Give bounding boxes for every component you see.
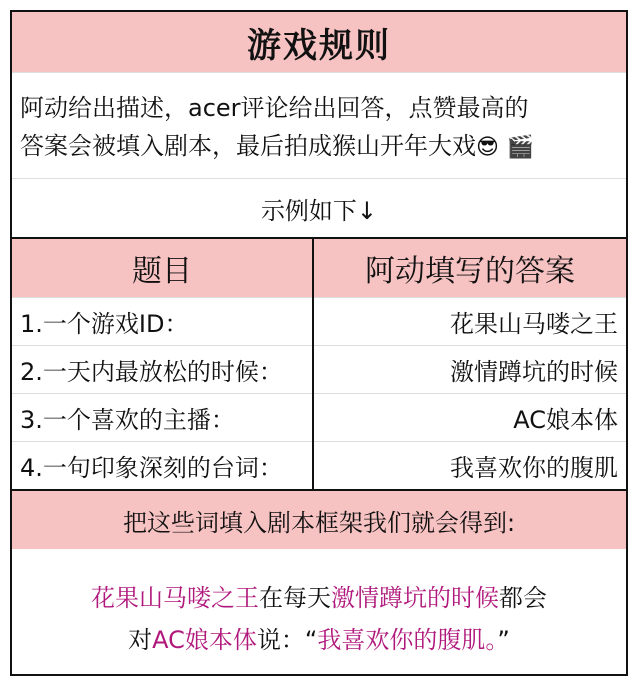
table-row: [12, 346, 626, 394]
question-cell: 1.一个游戏ID：: [12, 298, 313, 346]
rules-description: [12, 73, 626, 179]
question-cell: 4.一句印象深刻的台词：: [12, 442, 313, 491]
sunglasses-icon: 😎: [476, 135, 499, 160]
result-connector: 都会: [499, 584, 547, 612]
answer-cell: 花果山马喽之王: [313, 298, 626, 346]
clapperboard-icon: 🎬: [506, 135, 534, 160]
example-label: 示例如下↓: [12, 179, 626, 239]
description-line-2-text: 答案会被填入剧本，最后拍成猴山开年大戏: [20, 132, 476, 160]
result-connector: 在每天: [259, 584, 331, 612]
answer-cell: AC娘本体: [313, 394, 626, 442]
description-line-2: [20, 127, 618, 167]
result-header: 把这些词填入剧本框架我们就会得到:: [12, 491, 626, 549]
answer-cell: 激情蹲坑的时候: [313, 346, 626, 394]
result-connector: 说：“: [256, 626, 318, 654]
result-quote: 我喜欢你的腹肌。: [317, 626, 498, 654]
question-cell: 2.一天内最放松的时候：: [12, 346, 313, 394]
header-question: 题目: [12, 239, 313, 298]
question-cell: 3.一个喜欢的主播：: [12, 394, 313, 442]
page-title: 游戏规则: [12, 12, 626, 73]
description-line-1: 阿动给出描述，acer评论给出回答，点赞最高的: [20, 94, 529, 122]
result-connector: 对: [128, 626, 153, 654]
result-text: [12, 549, 626, 661]
result-streamer: AC娘本体: [152, 626, 257, 654]
result-line-2: [12, 619, 626, 661]
result-game-id: 花果山马喽之王: [91, 584, 259, 612]
result-relax-time: 激情蹲坑的时候: [331, 584, 499, 612]
table-row: [12, 442, 626, 491]
result-connector: ”: [497, 626, 510, 654]
qa-table: [12, 239, 626, 491]
answer-cell: 我喜欢你的腹肌: [313, 442, 626, 491]
table-header-row: [12, 239, 626, 298]
result-line-1: [12, 577, 626, 619]
header-answer: 阿动填写的答案: [313, 239, 626, 298]
rules-card: [10, 10, 628, 676]
table-row: [12, 394, 626, 442]
table-row: [12, 298, 626, 346]
